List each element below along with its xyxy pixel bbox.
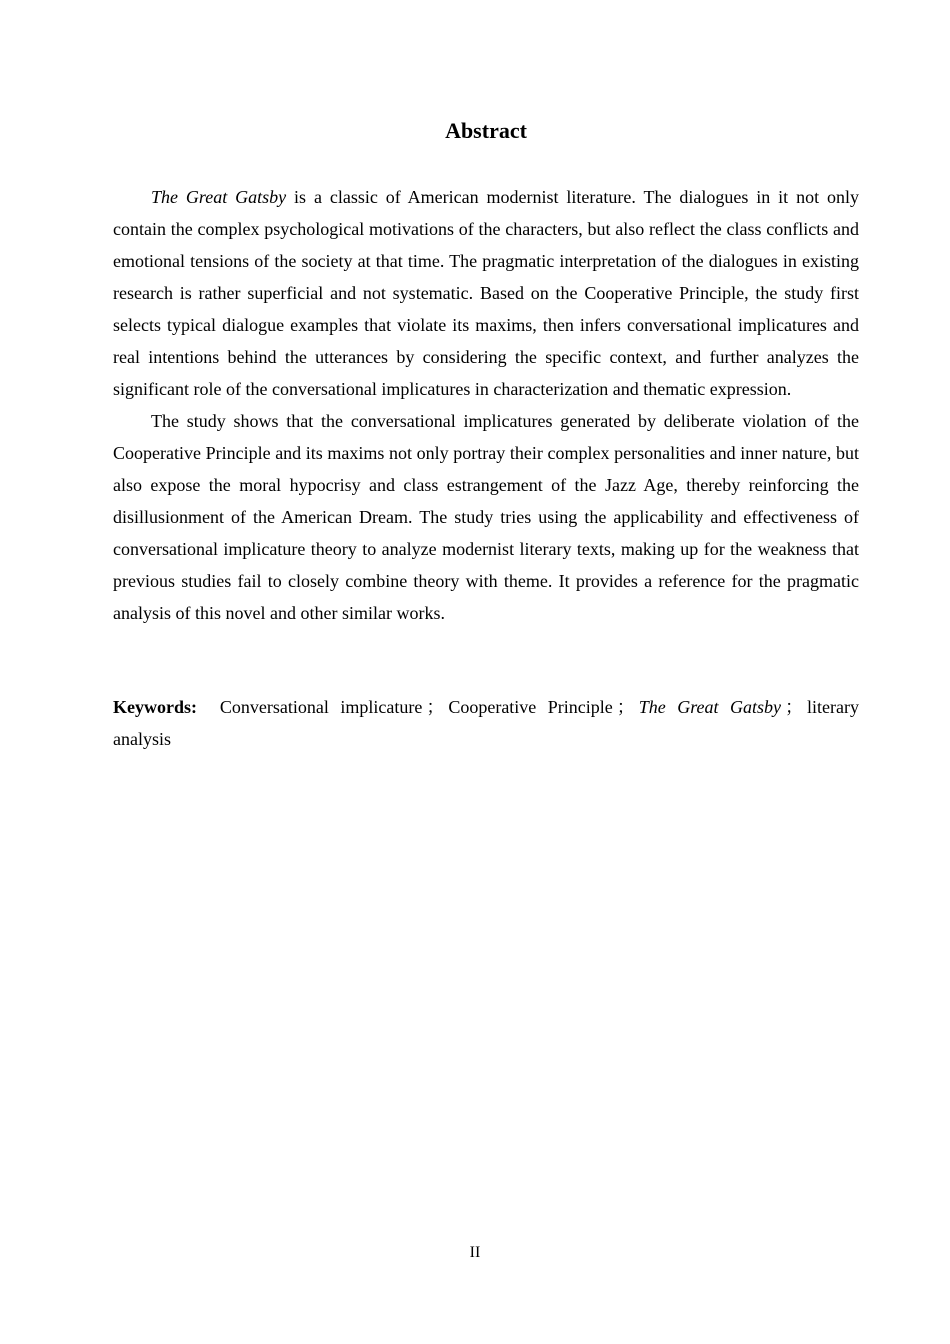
keyword-separator: ； <box>426 697 445 717</box>
page-number: II <box>469 1244 481 1261</box>
keyword-item: Cooperative Principle <box>448 697 613 717</box>
abstract-paragraph-2: The study shows that the conversational implicatures generated by deliberate violation of the Cooperative Principle and its maxims not only portray their complex personalities and inner nature, but also expose the moral hypocrisy and class estrangement of the Jazz Age, thereby reinforcing the disillusionment of the American Dream. The study tries using the applicability and effectiveness of conversational implicature theory to analyze modernist literary texts, making up for the weakness that previous studies fail to closely combine theory with theme. It provides a reference for the pragmatic analysis of this novel and other similar works. <box>113 411 859 623</box>
keyword-item: literary analysis <box>113 697 859 749</box>
abstract-body <box>113 181 859 629</box>
keywords-label: Keywords: <box>113 697 197 717</box>
book-title-italic: The Great Gatsby <box>151 187 287 207</box>
abstract-title: Abstract <box>445 118 527 143</box>
keyword-item: Conversational implicature <box>219 697 423 717</box>
paragraph-1-text: is a classic of American modernist literature. The dialogues in it not only contain the complex psychological motivations of the characters, but also reflect the class conflicts and emotional tensions of the society at that time. The pragmatic interpretation of the dialogues in existing research is rather superficial and not systematic. Based on the Cooperative Principle, the study first selects typical dialogue examples that violate its maxims, then infers conversational implicatures and real intentions behind the utterances by considering the specific context, and further analyzes the significant role of the conversational implicatures in characterization and thematic expression. <box>113 187 859 399</box>
keyword-separator: ； <box>616 697 635 717</box>
keywords-line <box>113 691 859 755</box>
keyword-item: The Great Gatsby <box>638 697 781 717</box>
keyword-separator: ； <box>785 697 803 717</box>
abstract-paragraph-1 <box>113 181 859 405</box>
